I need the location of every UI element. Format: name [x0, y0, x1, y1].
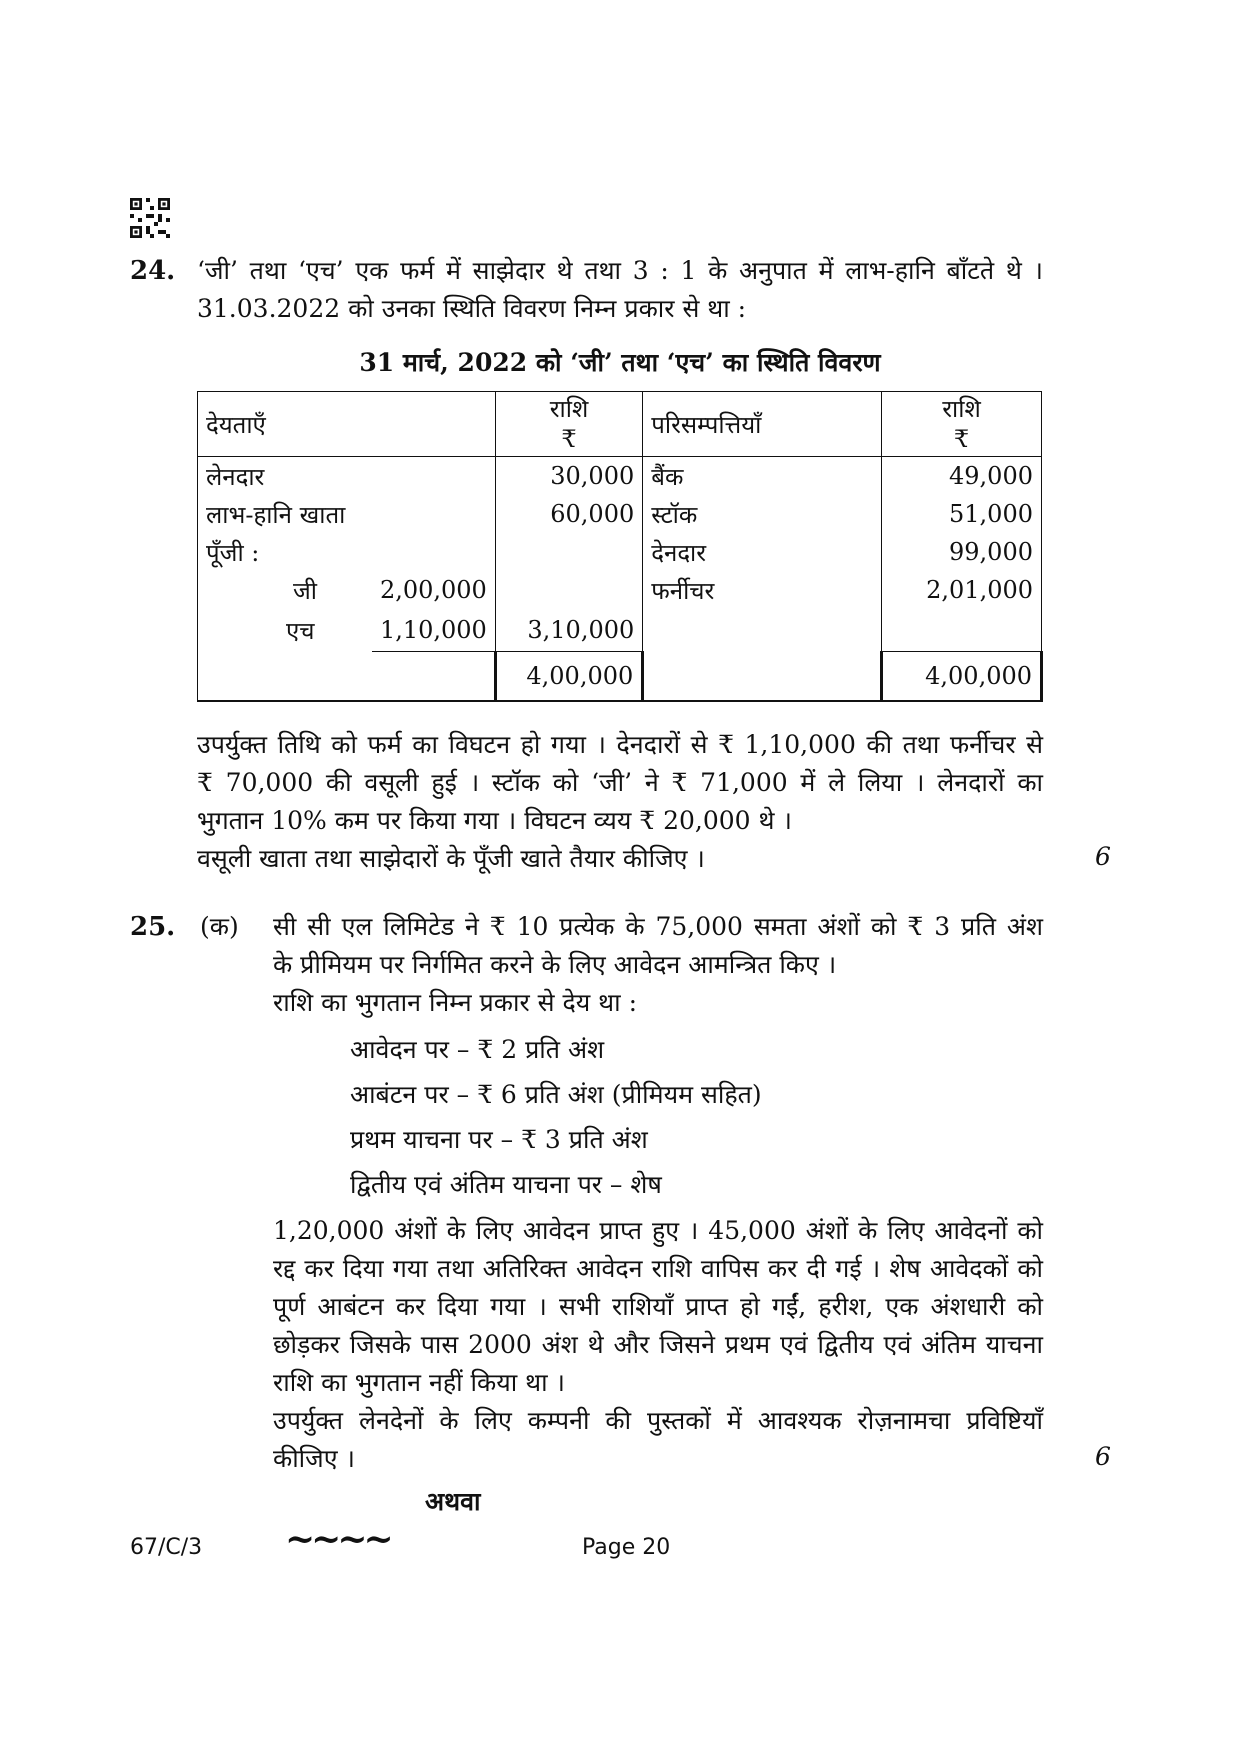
table-row: लाभ-हानि खाता 60,000 स्टॉक 51,000 — [198, 495, 1042, 533]
header-assets: परिसम्पत्तियाँ — [643, 392, 882, 457]
q24-after-line-3: भुगतान 10% कम पर किया गया । विघटन व्यय ₹ 20,000 थे । — [197, 806, 792, 835]
wave-ornament: ~~~~ — [285, 1518, 390, 1560]
table-row: पूँजी : देनदार 99,000 — [198, 533, 1042, 571]
table-row: एच 1,10,000 3,10,000 — [198, 609, 1042, 652]
q24-after-line-4: वसूली खाता तथा साझेदारों के पूँजी खाते तैयार कीजिए । — [197, 844, 705, 873]
header-amount-2: राशि ₹ — [882, 392, 1042, 457]
q25-line-3: राशि का भुगतान निम्न प्रकार से देय था : — [273, 988, 637, 1017]
q24-marks: 6 — [1095, 842, 1111, 871]
q25-sub-label: (क) — [200, 912, 239, 941]
list-item: आवेदन पर – ₹ 2 प्रति अंश — [350, 1035, 605, 1064]
q25-para-line-6: उपर्युक्त लेनदेनों के लिए कम्पनी की पुस्तकों में आवश्यक रोज़नामचा प्रविष्टियाँ — [273, 1406, 1043, 1435]
question-number-24: 24. — [130, 256, 176, 286]
table-total-row — [198, 652, 1042, 702]
q24-after-line-1: उपर्युक्त तिथि को फर्म का विघटन हो गया । देनदारों से ₹ 1,10,000 की तथा फर्नीचर से — [197, 730, 1043, 759]
qr-code-icon — [130, 198, 170, 238]
table-row: जी 2,00,000 फर्नीचर 2,01,000 — [198, 571, 1042, 609]
header-liabilities: देयताएँ — [198, 392, 496, 457]
q25-para-line-2: रद्द कर दिया गया तथा अतिरिक्त आवेदन राशि वापिस कर दी गई । शेष आवेदकों को — [273, 1254, 1043, 1283]
q25-para-line-4: छोड़कर जिसके पास 2000 अंश थे और जिसने प्रथम एवं द्वितीय एवं अंतिम याचना — [273, 1330, 1043, 1359]
q24-after-line-2: ₹ 70,000 की वसूली हुई । स्टॉक को ‘जी’ ने ₹ 71,000 में ले लिया । लेनदारों का — [197, 768, 1043, 797]
list-item: आबंटन पर – ₹ 6 प्रति अंश (प्रीमियम सहित) — [350, 1080, 762, 1109]
q25-line-2: के प्रीमियम पर निर्गमित करने के लिए आवेदन आमन्त्रित किए । — [273, 950, 837, 979]
paper-code: 67/C/3 — [130, 1535, 203, 1560]
q25-para-line-7: कीजिए । — [273, 1444, 355, 1473]
list-item: द्वितीय एवं अंतिम याचना पर – शेष — [350, 1170, 662, 1199]
balance-sheet-table — [197, 391, 1043, 702]
page-number: Page 20 — [582, 1535, 671, 1560]
q25-para-line-3: पूर्ण आबंटन कर दिया गया । सभी राशियाँ प्राप्त हो गईं, हरीश, एक अंशधारी को — [273, 1292, 1043, 1321]
q25-marks: 6 — [1095, 1442, 1111, 1471]
total-assets: 4,00,000 — [882, 652, 1042, 702]
or-label: अथवा — [425, 1487, 481, 1516]
q24-line-2: 31.03.2022 को उनका स्थिति विवरण निम्न प्रकार से था : — [197, 294, 747, 323]
q25-para-line-5: राशि का भुगतान नहीं किया था । — [273, 1368, 565, 1397]
q25-line-1: सी सी एल लिमिटेड ने ₹ 10 प्रत्येक के 75,000 समता अंशों को ₹ 3 प्रति अंश — [273, 912, 1043, 941]
table-row: लेनदार 30,000 बैंक 49,000 — [198, 457, 1042, 496]
total-liabilities: 4,00,000 — [495, 652, 642, 702]
list-item: प्रथम याचना पर – ₹ 3 प्रति अंश — [350, 1125, 648, 1154]
header-amount-1: राशि ₹ — [495, 392, 642, 457]
q25-para-line-1: 1,20,000 अंशों के लिए आवेदन प्राप्त हुए । 45,000 अंशों के लिए आवेदनों को — [273, 1216, 1043, 1245]
question-number-25: 25. — [130, 912, 176, 942]
table-header-row — [198, 392, 1042, 457]
q24-line-1: ‘जी’ तथा ‘एच’ एक फर्म में साझेदार थे तथा 3 : 1 के अनुपात में लाभ-हानि बाँटते थे । — [197, 256, 1043, 285]
balance-sheet-title: 31 मार्च, 2022 को ‘जी’ तथा ‘एच’ का स्थिति विवरण — [359, 348, 881, 377]
